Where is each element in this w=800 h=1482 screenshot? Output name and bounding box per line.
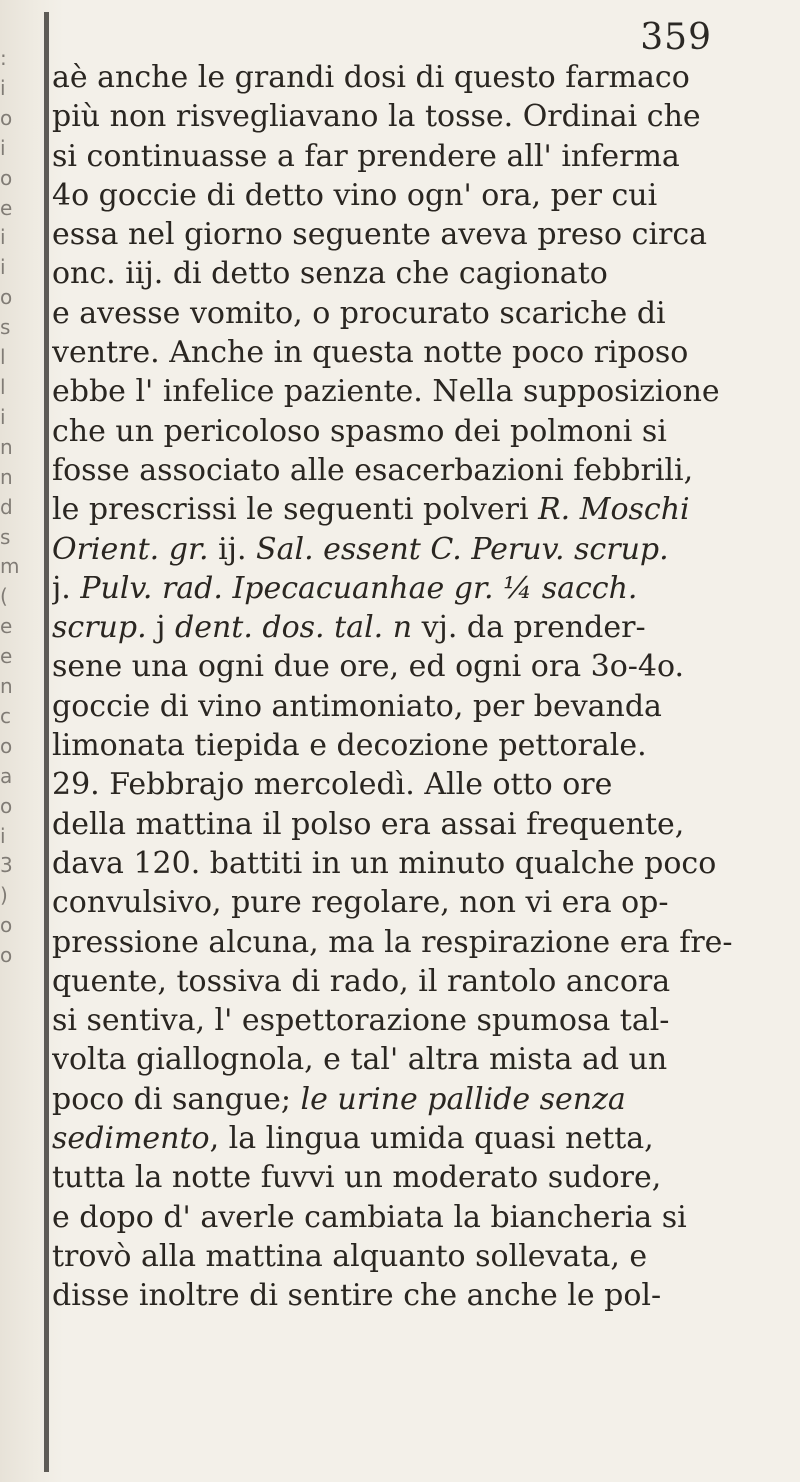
text-line [52,1158,788,1197]
text-line [52,254,788,293]
plain-text: j [146,610,175,646]
text-line [52,569,788,608]
plain-text: aè anche le grandi dosi di questo farmaco [52,60,690,95]
text-line [52,490,788,529]
gutter-fragments [0,44,42,971]
gutter-fragment: a [0,763,13,788]
plain-text: fosse associato alle esacerbazioni febbrili, [52,452,694,488]
text-line [52,451,788,490]
plain-text: ventre. Anche in questa notte poco riposo [52,335,689,371]
plain-text: dava 120. battiti in un minuto qualche poco [52,845,717,881]
plain-text: quente, tossiva di rado, il rantolo ancora [52,963,671,999]
text-line [52,176,788,215]
text-line [52,294,788,333]
text-line [52,1001,788,1040]
binding-edge [44,12,49,1472]
gutter-fragment: : [0,46,7,70]
plain-text: tutta la notte fuvvi un moderato sudore, [52,1160,662,1196]
plain-text: pressione alcuna, ma la respirazione era fre- [52,924,733,960]
gutter-fragment: o [0,105,13,130]
text-line [52,1040,788,1079]
text-line [52,805,788,844]
gutter-fragment: n [0,434,13,459]
gutter-fragment: d [0,494,13,519]
text-line [52,97,788,136]
italic-text: sedimento [52,1121,210,1157]
plain-text: sene una ogni due ore, ed ogni ora 3o-4o. [52,649,685,685]
gutter-fragment: o [0,165,13,190]
plain-text: trovò alla mattina alquanto sollevata, e [52,1238,648,1274]
gutter-fragment: i [0,823,6,848]
text-line [52,1119,788,1158]
plain-text: della mattina il polso era assai frequente, [52,806,685,842]
gutter-fragment: i [0,225,6,250]
text-line [52,765,788,804]
gutter-fragment: ) [0,883,8,908]
text-line [52,1237,788,1276]
gutter-fragment: o [0,733,13,758]
gutter-fragment: o [0,285,13,310]
italic-text: scrup. [52,610,147,646]
plain-text: disse inoltre di sentire che anche le pol- [52,1278,662,1314]
gutter-fragment: i [0,404,6,429]
text-line [52,333,788,372]
plain-text: convulsivo, pure regolare, non vi era op- [52,885,669,921]
plain-text: si sentiva, l' espettorazione spumosa tal- [52,1003,670,1039]
plain-text: vj. da prender- [412,610,646,646]
plain-text: 4o goccie di detto vino ogn' ora, per cui [52,177,658,213]
text-line [52,923,788,962]
text-line [52,726,788,765]
gutter-fragment: n [0,674,13,699]
text-line [52,1080,788,1119]
gutter-fragment: o [0,793,13,818]
text-line [52,372,788,411]
text-line [52,962,788,1001]
gutter-fragment: n [0,464,13,489]
italic-text: le urine pallide senza [300,1081,626,1117]
plain-text: limonata tiepida e decozione pettorale. [52,728,647,764]
plain-text: essa nel giorno seguente aveva preso circa [52,217,708,253]
gutter-fragment: ( [0,584,8,609]
text-line [52,608,788,647]
gutter-fragment: s [0,524,11,549]
gutter-fragment: e [0,644,13,669]
plain-text: che un pericoloso spasmo dei polmoni si [52,413,667,449]
italic-text: R. Moschi [538,492,690,528]
text-line [52,844,788,883]
plain-text: più non risvegliavano la tosse. Ordinai che [52,99,701,135]
text-line [52,412,788,451]
text-line [52,215,788,254]
gutter-fragment: l [0,374,6,399]
gutter-fragment: l [0,345,6,370]
text-line [52,1198,788,1237]
gutter-fragment: e [0,614,13,639]
text-line [52,687,788,726]
plain-text: si continuasse a far prendere all' inferma [52,138,680,174]
italic-text: Pulv. rad. Ipecacuanhae gr. ¼ sacch. [80,570,638,606]
text-column [52,58,788,1316]
plain-text: poco di sangue; [52,1081,301,1117]
plain-text: j. [52,570,81,606]
text-line [52,1276,788,1315]
plain-text: ij. [208,531,257,567]
plain-text: le prescrissi le seguenti polveri [52,492,539,528]
text-line [52,58,788,97]
plain-text: 29. Febbrajo mercoledì. Alle otto ore [52,767,613,803]
text-line [52,530,788,569]
page-number: 359 [640,17,712,58]
gutter-fragment: s [0,315,11,340]
italic-text: Orient. gr. [52,531,209,567]
gutter-fragment: i [0,135,6,160]
text-line [52,647,788,686]
italic-text: dent. dos. tal. n [174,610,413,646]
gutter-fragment: o [0,913,13,938]
plain-text: onc. iij. di detto senza che cagionato [52,256,608,292]
text-line [52,883,788,922]
gutter-fragment: o [0,943,13,968]
gutter-fragment: i [0,75,6,100]
gutter-fragment: m [0,554,20,579]
plain-text: , la lingua umida quasi netta, [209,1121,654,1157]
plain-text: volta giallognola, e tal' altra mista ad un [52,1042,668,1078]
italic-text: Sal. essent C. Peruv. scrup. [256,531,669,567]
gutter-fragment: i [0,255,6,280]
gutter-fragment: e [0,195,13,220]
plain-text: ebbe l' infelice paziente. Nella supposizione [52,374,720,410]
plain-text: e dopo d' averle cambiata la biancheria si [52,1199,687,1235]
gutter-fragment: 3 [0,853,13,878]
text-line [52,137,788,176]
gutter-fragment: c [0,703,11,728]
plain-text: e avesse vomito, o procurato scariche di [52,295,666,331]
plain-text: goccie di vino antimoniato, per bevanda [52,688,662,724]
